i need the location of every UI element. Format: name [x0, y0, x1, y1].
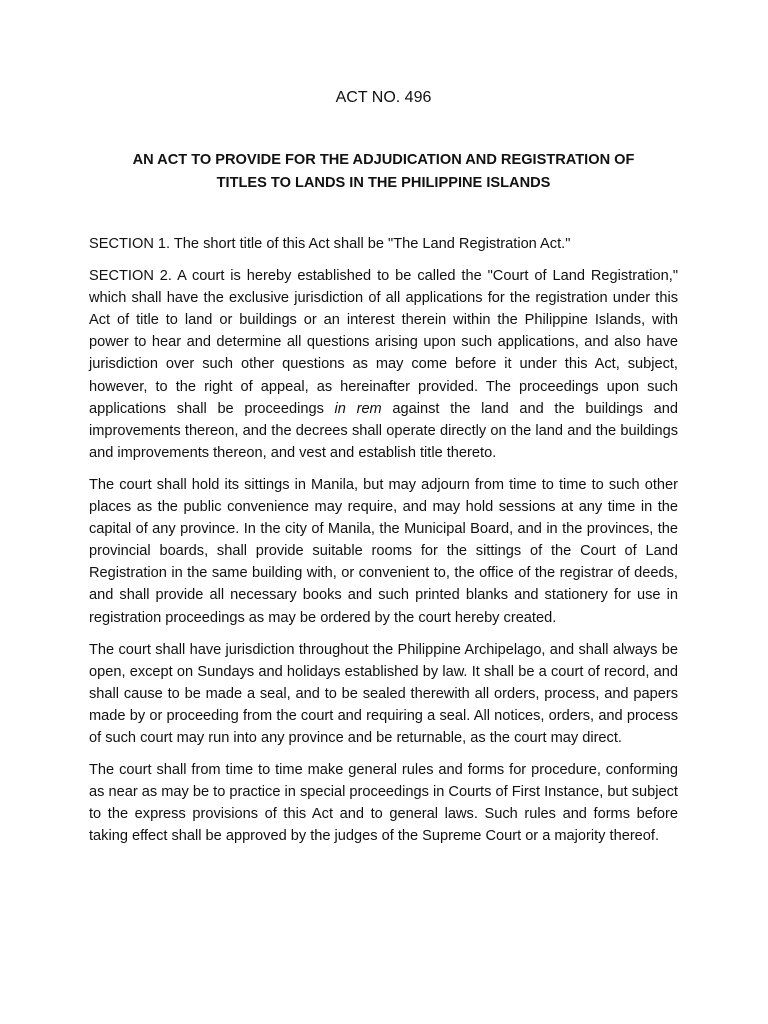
section-2-italic-term: in rem: [334, 400, 382, 417]
section-2-text-b: against the land and the buildings and improvements thereon, and the decrees shall operate directly on the land and the buildings and improvements thereon, and vest and establish title thereto.: [89, 400, 678, 461]
rules-paragraph: The court shall from time to time make general rules and forms for procedure, conforming as near as may be to practice in special proceedings in Courts of First Instance, but subject to the express provisions of this Act and to general laws. Such rules and forms before taking effect shall be approved by the judges of the Supreme Court or a majority thereof.: [89, 762, 678, 845]
section-1-paragraph: SECTION 1. The short title of this Act shall be "The Land Registration Act.": [89, 236, 571, 252]
act-title-line-2: TITLES TO LANDS IN THE PHILIPPINE ISLANDS: [216, 175, 551, 191]
jurisdiction-paragraph: The court shall have jurisdiction throughout the Philippine Archipelago, and shall always be open, except on Sundays and holidays established by law. It shall be a court of record, and shall cause to be made a seal, and to be sealed therewith all orders, process, and papers made by or proceeding from the court and requiring a seal. All notices, orders, and process of such court may run into any province and be returnable, as the court may direct.: [89, 641, 678, 746]
act-number-heading: ACT NO. 496: [335, 89, 432, 106]
section-2-text-a: SECTION 2. A court is hereby established to be called the "Court of Land Registration," which shall have the exclusive jurisdiction of all applications for the registration under this Act of title to land or buildings or an interest therein within the Philippine Islands, with power to hear and determine all questions arising upon such applications, and also have jurisdiction over such other questions as may come before it under this Act, subject, however, to the right of appeal, as hereinafter provided. The proceedings upon such applications shall be proceedings: [89, 268, 678, 417]
act-title-heading: [81, 149, 686, 195]
sittings-paragraph: The court shall hold its sittings in Manila, but may adjourn from time to time to such other places as the public convenience may require, and may hold sessions at any time in the capital of any province. In the city of Manila, the Municipal Board, and in the provinces, the provincial boards, shall provide suitable rooms for the sittings of the Court of Land Registration in the same building with, or convenient to, the office of the registrar of deeds, and shall provide all necessary books and such printed blanks and stationery for use in registration proceedings as may be ordered by the court hereby created.: [89, 476, 678, 626]
act-body: [89, 233, 678, 847]
section-2-paragraph: [89, 265, 678, 464]
act-title-line-1: AN ACT TO PROVIDE FOR THE ADJUDICATION AND REGISTRATION OF: [132, 152, 635, 168]
